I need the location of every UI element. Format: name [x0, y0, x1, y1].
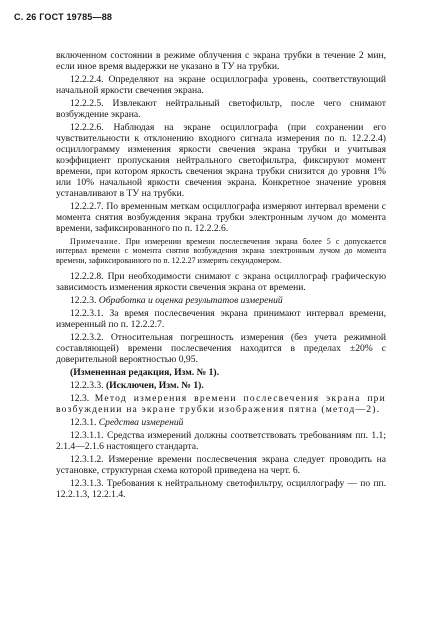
paragraph-12-2-2-5: 12.2.2.5. Извлекают нейтральный светофильтр, после чего снимают возбуждение экрана. [56, 98, 386, 120]
paragraph-12-2-3-2: 12.2.3.2. Относительная погрешность измерения (без учета режимной составляющей) времени послесвечения находится в пределах ±20% с доверительной вероятностью 0,95. [56, 332, 386, 366]
section-12-2-3 [56, 295, 386, 306]
section-number: 12.3. [70, 393, 95, 405]
paragraph-12-2-2-7: 12.2.2.7. По временным меткам осциллографа измеряют интервал времени с момента снятия возбуждения экрана трубки электронным лучом до момента времени, зафиксированного по п. 12.2.2.6. [56, 201, 386, 234]
section-12-3 [56, 393, 386, 415]
paragraph-12-3-1-3: 12.3.1.3. Требования к нейтральному светофильтру, осциллографу — по пп. 12.2.1.3, 12.2.1.4. [56, 478, 386, 501]
excluded-note: (Исключен, Изм. № 1). [105, 380, 204, 392]
paragraph-12-2-2-8: 12.2.2.8. При необходимости снимают с экрана осциллограф графическую зависимость изменения яркости свечения экрана от времени. [56, 271, 386, 294]
paragraph-12-2-3-3 [56, 380, 386, 391]
note [56, 237, 386, 265]
paragraph-number: 12.2.3.3. [70, 380, 106, 392]
paragraph-12-2-2-4: 12.2.2.4. Определяют на экране осциллографа уровень, соответствующий начальной яркости свечения экрана. [56, 74, 386, 96]
section-title: Обработка и оценка результатов измерений [98, 295, 283, 307]
page-header: С. 26 ГОСТ 19785—88 [14, 12, 113, 22]
section-number: 12.2.3. [70, 295, 99, 307]
paragraph-12-2-3-1: 12.2.3.1. За время послесвечения экрана принимают интервал времени, измеренный по п. 12.2.2.7. [56, 308, 386, 331]
section-number: 12.3.1. [70, 417, 99, 429]
paragraph-12-3-1-1: 12.3.1.1. Средства измерений должны соответствовать требованиям пп. 1.1; 2.1.4—2.1.6 настоящего стандарта. [56, 430, 386, 453]
document-body [56, 50, 386, 502]
note-label: Примечание. [70, 237, 121, 246]
section-title: Средства измерений [98, 417, 184, 429]
paragraph-continuation: включенном состоянии в режиме облучения с экрана трубки в течение 2 мин, если иное время выдержки не указано в ТУ на трубки. [56, 50, 386, 72]
section-title-spaced: Метод измерения времени послесвечения [94, 393, 320, 405]
note-text: При измерении времени послесвечения экрана более 5 с допускается интервал времени с момента снятия возбуждения экрана электронным лучом до момента времени, зафиксированного по п. 12.2.27 измерять секундомером. [56, 237, 386, 265]
section-12-3-1 [56, 417, 386, 428]
paragraph-12-3-1-2: 12.3.1.2. Измерение времени послесвечения экрана следует проводить на установке, структурная схема которой приведена на черт. 6. [56, 454, 386, 477]
section-title-rest: экрана при возбуждении на экране трубки изображения пятна (метод—2). [56, 393, 386, 416]
paragraph-12-2-2-6: 12.2.2.6. Наблюдая на экране осциллографа (при сохранении его чувствительности к отклонению входного сигнала измерения по п. 12.2.2.4) осциллограмму изменения яркости свечения экрана трубки и учитывая коэффициент пропускания нейтрального светофильтра, фиксируют момент времени, при котором яркость свечения экрана трубки снизится до уровня 1% или 10% начальной яркости свечения экрана. Конкретное значение уровня устанавливают в ТУ на трубки. [56, 122, 386, 199]
edition-note: (Измененная редакция, Изм. № 1). [70, 367, 220, 379]
